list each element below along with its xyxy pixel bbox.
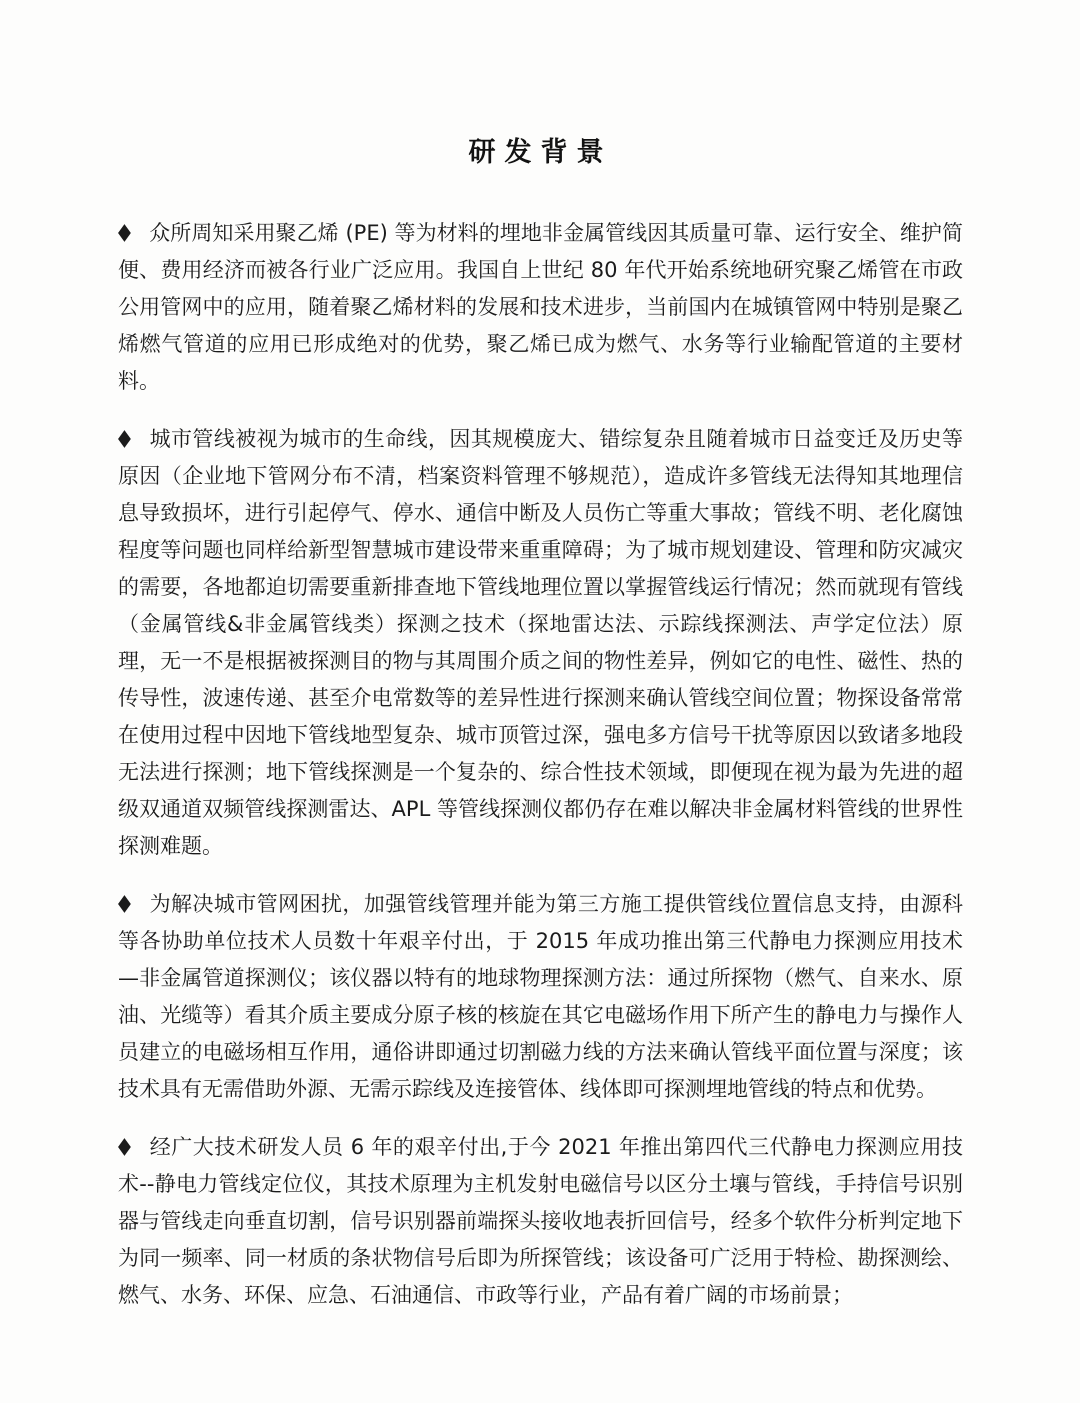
paragraph-1 (118, 215, 963, 400)
diamond-bullet-icon: ◆ (118, 423, 131, 451)
paragraph-2 (118, 421, 963, 865)
paragraph-4-text: 经广大技术研发人员 6 年的艰辛付出,于今 2021 年推出第四代三代静电力探测应用技术--静电力管线定位仪，其技术原理为主机发射电磁信号以区分土壤与管线，手持信号识别器与管线走向垂直切割，信号识别器前端探头接收地表折回信号，经多个软件分析判定地下为同一频率、同一材质的条状物信号后即为所探管线；该设备可广泛用于特检、勘探测绘、燃气、水务、环保、应急、石油通信、市政等行业，产品有着广阔的市场前景； (118, 1135, 963, 1307)
paragraph-4 (118, 1129, 963, 1314)
paragraph-1-text: 众所周知采用聚乙烯 (PE) 等为材料的埋地非金属管线因其质量可靠、运行安全、维护简便、费用经济而被各行业广泛应用。我国自上世纪 80 年代开始系统地研究聚乙烯管在市政公用管网中的应用，随着聚乙烯材料的发展和技术进步，当前国内在城镇管网中特别是聚乙烯燃气管道的应用已形成绝对的优势，聚乙烯已成为燃气、水务等行业输配管道的主要材料。 (118, 221, 963, 393)
diamond-bullet-icon: ◆ (118, 888, 131, 916)
page-title: 研发背景 (468, 137, 613, 168)
paragraph-2-text: 城市管线被视为城市的生命线，因其规模庞大、错综复杂且随着城市日益变迁及历史等原因（企业地下管网分布不清，档案资料管理不够规范），造成许多管线无法得知其地理信息导致损坏，进行引起停气、停水、通信中断及人员伤亡等重大事故；管线不明、老化腐蚀程度等问题也同样给新型智慧城市建设带来重重障碍；为了城市规划建设、管理和防灾减灾的需要，各地都迫切需要重新排查地下管线地理位置以掌握管线运行情况；然而就现有管线（金属管线&非金属管线类）探测之技术（探地雷达法、示踪线探测法、声学定位法）原理，无一不是根据被探测目的物与其周围介质之间的物性差异，例如它的电性、磁性、热的传导性，波速传递、甚至介电常数等的差异性进行探测来确认管线空间位置；物探设备常常在使用过程中因地下管线地型复杂、城市顶管过深，强电多方信号干扰等原因以致诸多地段无法进行探测；地下管线探测是一个复杂的、综合性技术领域，即便现在视为最为先进的超级双通道双频管线探测雷达、APL 等管线探测仪都仍存在难以解决非金属材料管线的世界性探测难题。 (118, 427, 963, 858)
paragraph-3 (118, 886, 963, 1108)
diamond-bullet-icon: ◆ (118, 1131, 131, 1159)
paragraph-3-text: 为解决城市管网困扰，加强管线管理并能为第三方施工提供管线位置信息支持，由源科等各协助单位技术人员数十年艰辛付出，于 2015 年成功推出第三代静电力探测应用技术 —非金属管道探测仪；该仪器以特有的地球物理探测方法：通过所探物（燃气、自来水、原油、光缆等）看其介质主要成分原子核的核旋在其它电磁场作用下所产生的静电力与操作人员建立的电磁场相互作用，通俗讲即通过切割磁力线的方法来确认管线平面位置与深度；该技术具有无需借助外源、无需示踪线及连接管体、线体即可探测埋地管线的特点和优势。 (118, 892, 963, 1101)
diamond-bullet-icon: ◆ (118, 217, 131, 245)
